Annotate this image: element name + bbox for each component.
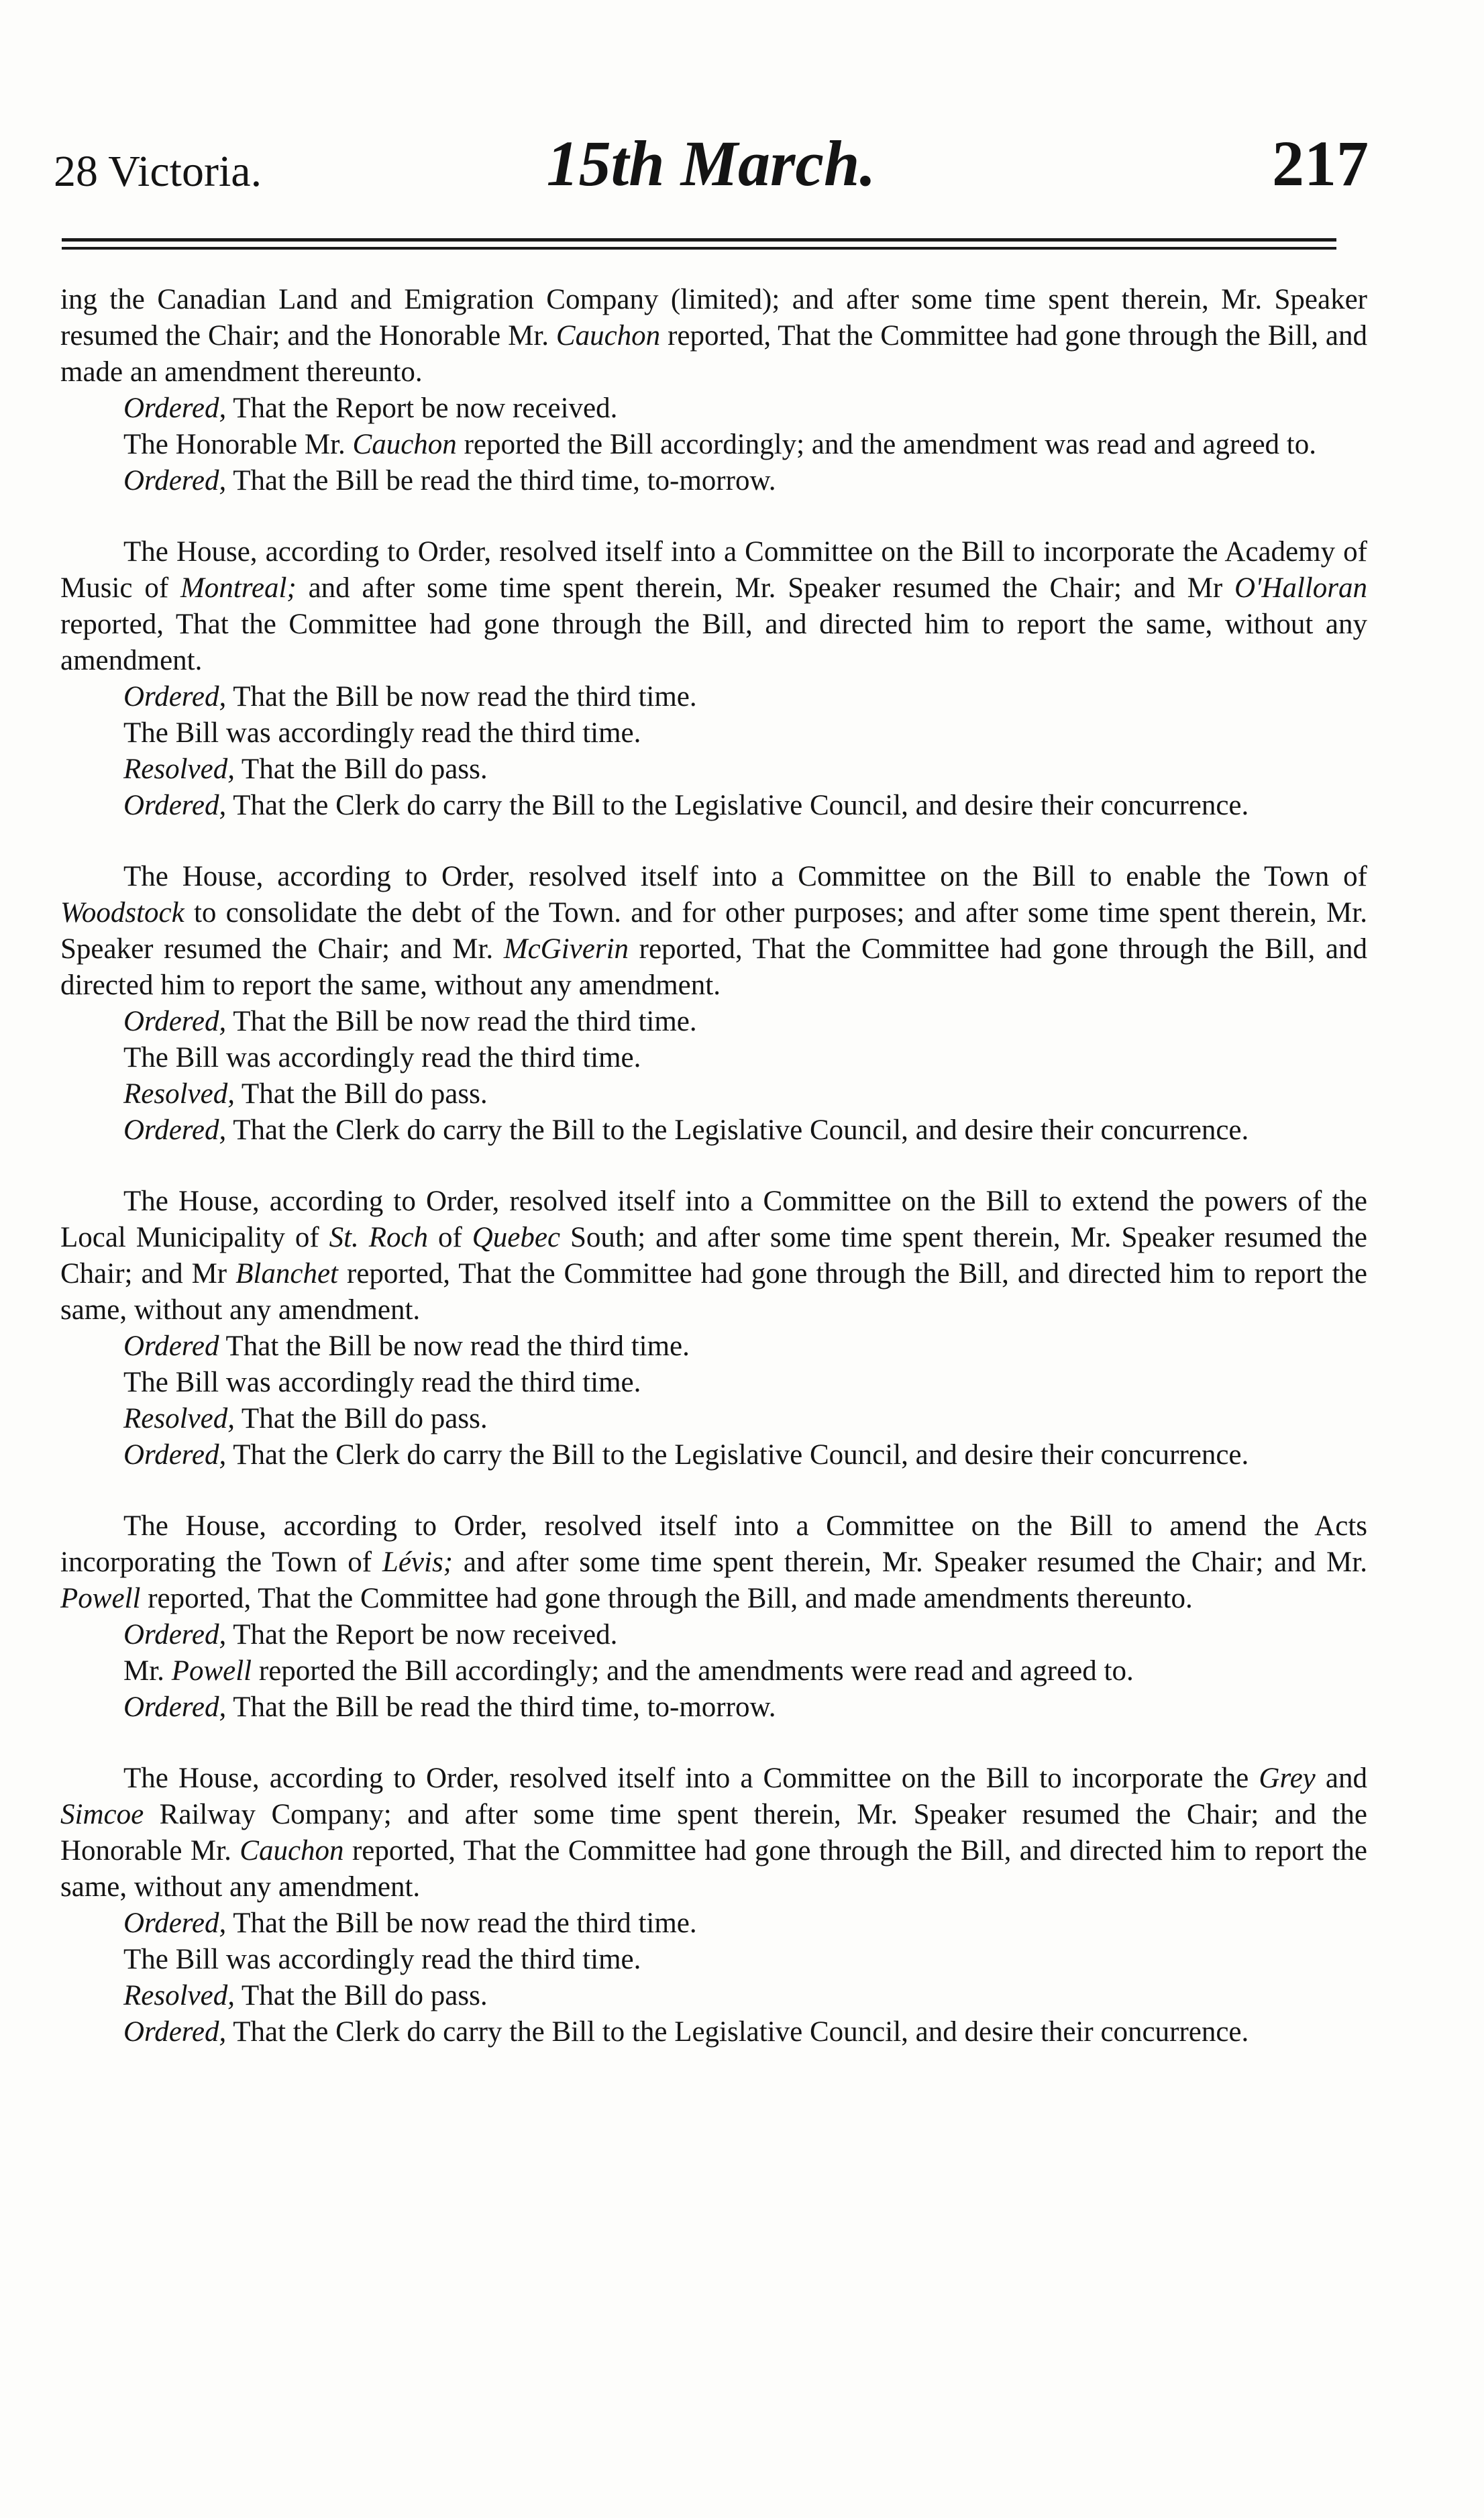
paragraph — [60, 1689, 1367, 1726]
italic-text: McGiverin — [503, 933, 629, 965]
text-run: That the Bill do pass. — [234, 1403, 488, 1434]
text-run: The Bill was accordingly read the third time. — [123, 1367, 641, 1398]
paragraph — [60, 715, 1367, 751]
paragraph — [60, 1437, 1367, 1473]
text-run: That the Bill be now read the third time. — [226, 1006, 697, 1037]
paragraph — [60, 390, 1367, 427]
italic-text: Blanchet — [235, 1258, 338, 1290]
italic-text: Ordered, — [123, 681, 227, 713]
paragraph — [60, 1942, 1367, 1978]
running-head-date: 15th March. — [546, 127, 876, 199]
text-run: That the Bill be now read the third time. — [226, 1907, 697, 1939]
italic-text: Ordered, — [123, 2016, 227, 2048]
text-run: That the Bill do pass. — [234, 1078, 488, 1110]
text-run: The Bill was accordingly read the third time. — [123, 717, 641, 749]
text-run: That the Bill be read the third time, to-morrow. — [226, 465, 776, 496]
text-run: reported the Bill accordingly; and the amendment was read and agreed to. — [456, 429, 1316, 460]
paragraph — [60, 1112, 1367, 1149]
text-run: reported, That the Committee had gone through the Bill, and directed him to report the same, without any amendment. — [60, 1835, 1367, 1903]
running-head-left: 28 Victoria. — [54, 147, 262, 196]
text-run: That the Clerk do carry the Bill to the Legislative Council, and desire their concurrence. — [226, 1114, 1249, 1146]
paragraph — [60, 1004, 1367, 1040]
text-run: That the Clerk do carry the Bill to the Legislative Council, and desire their concurrence. — [226, 2016, 1249, 2048]
paragraph — [60, 1508, 1367, 1617]
paragraph — [60, 1076, 1367, 1112]
paragraph — [60, 788, 1367, 824]
text-run: reported, That the Committee had gone through the Bill, and made amendments thereunto. — [140, 1583, 1193, 1614]
header-rule-top — [62, 238, 1336, 242]
italic-text: Resolved, — [123, 753, 235, 785]
italic-text: Resolved, — [123, 1078, 235, 1110]
italic-text: St. Roch — [329, 1222, 429, 1253]
text-run: That the Bill do pass. — [234, 753, 488, 785]
paragraph — [60, 427, 1367, 463]
paragraph — [60, 282, 1367, 390]
italic-text: Ordered, — [123, 1907, 227, 1939]
italic-text: Ordered, — [123, 1619, 227, 1650]
text-run: The Bill was accordingly read the third time. — [123, 1042, 641, 1073]
italic-text: Quebec — [472, 1222, 561, 1253]
paragraph — [60, 463, 1367, 499]
text-run: Railway Company; and after some time spent therein, Mr. Speaker resumed the Chair; and the Honorable Mr. — [60, 1799, 1367, 1867]
italic-text: Powell — [171, 1655, 252, 1687]
paragraph — [60, 679, 1367, 715]
italic-text: Ordered, — [123, 1439, 227, 1471]
text-run: The House, according to Order, resolved itself into a Committee on the Bill to enable the Town of — [123, 861, 1367, 892]
italic-text: Woodstock — [60, 897, 184, 929]
text-run: That the Bill be read the third time, to-morrow. — [226, 1691, 776, 1723]
italic-text: Ordered, — [123, 465, 227, 496]
page-body — [60, 282, 1367, 2050]
italic-text: O'Halloran — [1234, 572, 1367, 604]
text-run: of — [428, 1222, 472, 1253]
italic-text: Ordered, — [123, 392, 227, 424]
text-run: The House, according to Order, resolved itself into a Committee on the Bill to amend the Acts incorporating the Town of — [60, 1510, 1367, 1578]
italic-text: Resolved, — [123, 1403, 235, 1434]
italic-text: Grey — [1259, 1763, 1316, 1794]
paragraph — [60, 1365, 1367, 1401]
text-run: The House, according to Order, resolved itself into a Committee on the Bill to extend the powers of the Local Municipality of — [60, 1186, 1367, 1253]
italic-text: Ordered, — [123, 1691, 227, 1723]
text-run: reported, That the Committee had gone through the Bill, and directed him to report the same, without any amendment. — [60, 1258, 1368, 1326]
text-run: The House, according to Order, resolved itself into a Committee on the Bill to incorporate the Academy of Music of — [60, 536, 1367, 604]
text-run: That the Report be now received. — [226, 1619, 618, 1650]
italic-text: Simcoe — [60, 1799, 144, 1830]
italic-text: Cauchon — [240, 1835, 344, 1867]
paragraph — [60, 1905, 1367, 1942]
italic-text: Cauchon — [352, 429, 457, 460]
text-run: The Honorable Mr. — [123, 429, 353, 460]
paragraph — [60, 1761, 1367, 1905]
text-run: That the Report be now received. — [226, 392, 618, 424]
paragraph — [60, 1184, 1367, 1328]
italic-text: Ordered, — [123, 1114, 227, 1146]
text-run: and after some time spent therein, Mr. Speaker resumed the Chair; and Mr — [296, 572, 1235, 604]
text-run: That the Bill do pass. — [234, 1980, 488, 2011]
text-run: Mr. — [123, 1655, 172, 1687]
page-number: 217 — [1272, 127, 1369, 199]
italic-text: Powell — [60, 1583, 141, 1614]
paragraph — [60, 1040, 1367, 1076]
text-run: reported, That the Committee had gone through the Bill, and made an amendment thereunto. — [60, 320, 1367, 388]
text-run: reported, That the Committee had gone through the Bill, and directed him to report the same, without any amendment. — [60, 933, 1367, 1001]
text-run: and after some time spent therein, Mr. Speaker resumed the Chair; and Mr. — [453, 1546, 1367, 1578]
text-run: The House, according to Order, resolved itself into a Committee on the Bill to incorporate the — [123, 1763, 1259, 1794]
text-run: ing the Canadian Land and Emigration Company (limited); and after some time spent therein, Mr. Speaker resumed the Chair; and the Honorable Mr. — [60, 284, 1367, 352]
italic-text: Montreal; — [180, 572, 297, 604]
paragraph — [60, 1617, 1367, 1653]
paragraph — [60, 1328, 1367, 1365]
paragraph — [60, 1653, 1367, 1689]
italic-text: Lévis; — [382, 1546, 453, 1578]
paragraph — [60, 2014, 1367, 2050]
text-run: The Bill was accordingly read the third time. — [123, 1944, 641, 1975]
text-run: That the Bill be now read the third time. — [219, 1330, 690, 1362]
text-run: That the Clerk do carry the Bill to the Legislative Council, and desire their concurrence. — [226, 1439, 1249, 1471]
paragraph — [60, 534, 1367, 679]
text-run: reported the Bill accordingly; and the amendments were read and agreed to. — [252, 1655, 1134, 1687]
text-run: to consolidate the debt of the Town. and for other purposes; and after some time spent therein, Mr. Speaker resumed the Chair; and Mr. — [60, 897, 1367, 965]
text-run: and — [1315, 1763, 1367, 1794]
paragraph — [60, 751, 1367, 788]
italic-text: Resolved, — [123, 1980, 235, 2011]
text-run: reported, That the Committee had gone through the Bill, and directed him to report the same, without any amendment. — [60, 609, 1367, 676]
paragraph — [60, 859, 1367, 1004]
text-run: That the Bill be now read the third time. — [226, 681, 697, 713]
paragraph — [60, 1401, 1367, 1437]
text-run: South; and after some time spent therein, Mr. Speaker resumed the Chair; and Mr — [60, 1222, 1367, 1290]
paragraph — [60, 1978, 1367, 2014]
page-header — [54, 126, 1369, 207]
italic-text: Ordered, — [123, 790, 227, 821]
header-rule-bottom — [62, 247, 1336, 250]
italic-text: Ordered — [123, 1330, 219, 1362]
italic-text: Cauchon — [555, 320, 661, 352]
italic-text: Ordered, — [123, 1006, 227, 1037]
text-run: That the Clerk do carry the Bill to the Legislative Council, and desire their concurrence. — [226, 790, 1249, 821]
